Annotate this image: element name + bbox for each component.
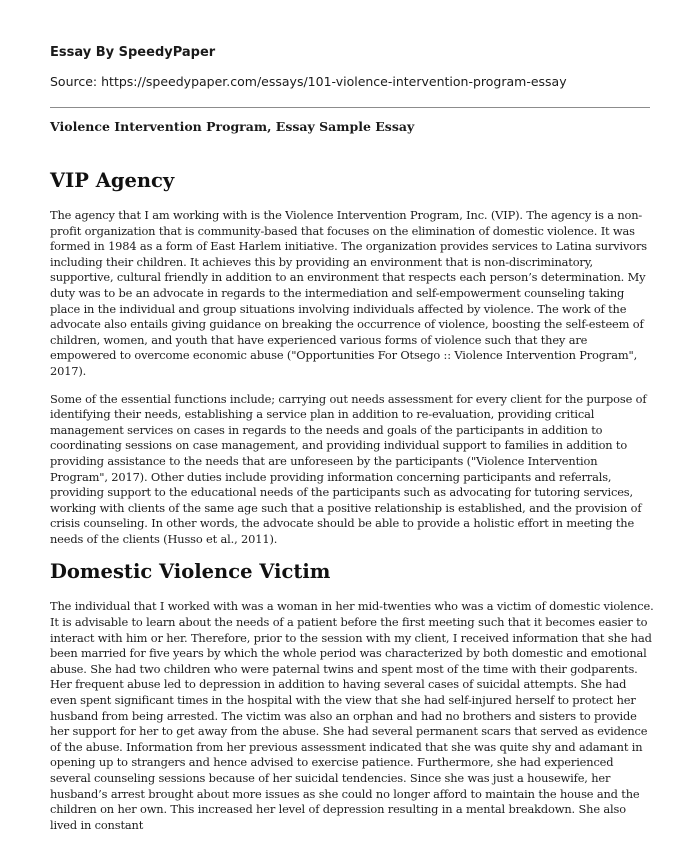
paragraph: The individual that I worked with was a woman in her mid-twenties who was a victim of domestic violence. It is advisable to learn about the needs of a patient before the first meeting such that it becomes easier to interact with him or her. Therefore, prior to the session with my client, I received information that she had been married for five years by which the whole period was characterized by both domestic and emotional abuse. She had two children who were paternal twins and spent most of the time with their godparents. Her frequent abuse led to depression in addition to having several cases of suicidal attempts. She had even spent significant times in the hospital with the view that she had self-injured herself to protect her husband from being arrested. The victim was also an orphan and had no brothers and sisters to provide her support for her to get away from the abuse. She had several permanent scars that served as evidence of the abuse. Information from her previous assessment indicated that she was quite shy and adamant in opening up to strangers and hence advised to exercise patience. Furthermore, she had experienced several counseling sessions because of her suicidal tendencies. Since she was just a housewife, her husband’s arrest brought about more issues as she could no longer afford to maintain the house and the children on her own. This increased her level of depression resulting in a mental breakdown. She also lived in constant <box>50 599 654 832</box>
header-divider <box>50 107 650 108</box>
paragraph: Some of the essential functions include; carrying out needs assessment for every client for the purpose of identifying their needs, establishing a service plan in addition to re-evaluation, providing critical management services on cases in regards to the needs and goals of the participants in addition to coordinating sessions on case management, and providing individual support to families in addition to providing assistance to the needs that are unforeseen by the participants ("Violence Intervention Program", 2017). Other duties include providing information concerning participants and referrals, providing support to the educational needs of the participants such as advocating for tutoring services, working with clients of the same age such that a positive relationship is established, and the provision of crisis counseling. In other words, the advocate should be able to provide a holistic effort in meeting the needs of the clients (Husso et al., 2011). <box>50 391 647 546</box>
site-title: Essay By SpeedyPaper <box>50 45 216 60</box>
paragraph: The agency that I am working with is the Violence Intervention Program, Inc. (VIP). The agency is a non-profit organization that is community-based that focuses on the elimination of domestic violence. It was formed in 1984 as a form of East Harlem initiative. The organization provides services to Latina survivors including their children. It achieves this by providing an environment that is non-discriminatory, supportive, cultural friendly in addition to an environment that respects each person’s determination. My duty was to be an advocate in regards to the intermediation and self-empowerment counseling taking place in the individual and group situations involving individuals affected by violence. The work of the advocate also entails giving guidance on breaking the occurrence of violence, boosting the self-esteem of children, women, and youth that have experienced various forms of violence such that they are empowered to overcome economic abuse ("Opportunities For Otsego :: Violence Intervention Program", 2017). <box>50 208 648 378</box>
essay-body <box>50 168 654 845</box>
document-header <box>50 44 650 91</box>
section-heading-domestic-violence-victim: Domestic Violence Victim <box>50 560 331 584</box>
section-heading-vip-agency: VIP Agency <box>50 169 175 192</box>
essay-title: Violence Intervention Program, Essay Sample Essay <box>50 119 415 134</box>
source-line: Source: https://speedypaper.com/essays/101-violence-intervention-program-essay <box>50 74 567 89</box>
